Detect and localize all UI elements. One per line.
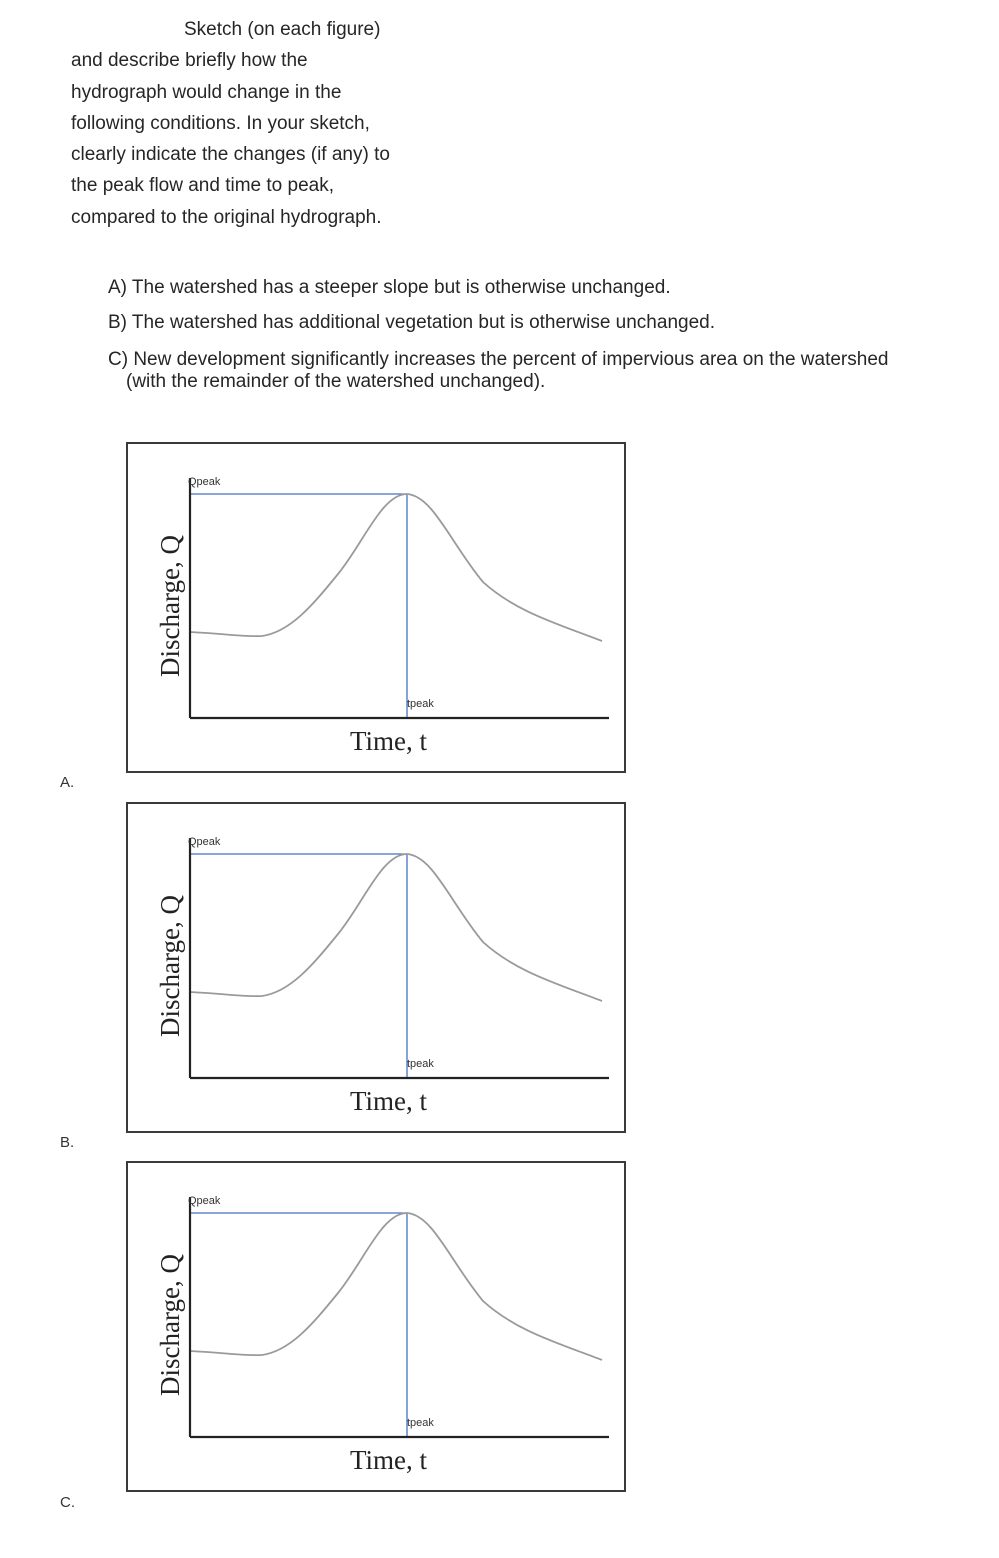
x-axis-label: Time, t <box>350 1086 428 1116</box>
figure-label-c: C. <box>60 1494 75 1511</box>
instruction-line: the peak flow and time to peak, <box>71 175 334 197</box>
instruction-line: and describe briefly how the <box>71 50 308 72</box>
x-axis-label: Time, t <box>350 1445 428 1475</box>
hydrograph-curve <box>190 494 602 641</box>
condition-a: A) The watershed has a steeper slope but is otherwise unchanged. <box>108 277 671 298</box>
condition-c-continued: (with the remainder of the watershed unchanged). <box>126 371 546 392</box>
instructions <box>71 14 431 233</box>
figure-label-a: A. <box>60 774 75 791</box>
instruction-line: Sketch (on each figure) <box>184 19 381 40</box>
y-axis-label: Discharge, Q <box>155 895 185 1037</box>
condition-c: C) New development significantly increases the percent of impervious area on the watershed <box>108 349 889 370</box>
instruction-line: hydrograph would change in the <box>71 81 342 103</box>
qpeak-label: Qpeak <box>188 476 221 488</box>
qpeak-label: Qpeak <box>188 836 221 848</box>
tpeak-label: tpeak <box>407 698 434 710</box>
instruction-line: clearly indicate the changes (if any) to <box>71 144 390 166</box>
figure-label-b: B. <box>60 1134 75 1151</box>
x-axis-label: Time, t <box>350 726 428 756</box>
tpeak-label: tpeak <box>407 1058 434 1070</box>
y-axis-label: Discharge, Q <box>155 1254 185 1396</box>
hydrograph-figure-b[interactable] <box>126 802 626 1133</box>
y-axis-label: Discharge, Q <box>155 535 185 677</box>
instruction-line: following conditions. In your sketch, <box>71 112 370 134</box>
hydrograph-figure-c[interactable] <box>126 1161 626 1492</box>
hydrograph-figure-a[interactable] <box>126 442 626 773</box>
hydrograph-curve <box>190 1213 602 1360</box>
condition-b: B) The watershed has additional vegetation but is otherwise unchanged. <box>108 312 715 333</box>
qpeak-label: Qpeak <box>188 1195 221 1207</box>
hydrograph-curve <box>190 854 602 1001</box>
instruction-line: compared to the original hydrograph. <box>71 206 382 228</box>
tpeak-label: tpeak <box>407 1417 434 1429</box>
conditions-list <box>108 277 988 393</box>
